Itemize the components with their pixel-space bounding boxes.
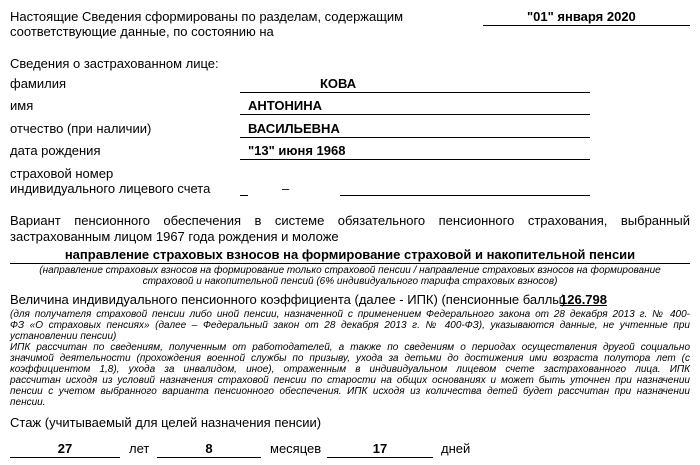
patronymic-underline	[240, 137, 590, 138]
snils-label-line1: страховой номер	[10, 166, 114, 181]
years-underline	[10, 457, 120, 458]
report-date-underline	[483, 25, 690, 26]
ipk-value: 126.798	[560, 292, 607, 307]
ipk-note2-line2: значимой деятельности (прохождения военной службы по призыву, ухода за детьми до достижения ими возраста полутора лет (с	[10, 353, 690, 364]
option-note-line2: страховой и накопительной пенсий (6% индивидуального тарифа страховых взносов)	[142, 276, 558, 287]
ipk-note1-line1: (для получателя страховой пенсии либо иной пенсии, назначенной с применением Федерального закона от 28 декабря 2013 г. № 400-	[10, 309, 690, 320]
selected-pension-option: направление страховых взносов на формирование страховой и накопительной пенсии	[64, 247, 636, 262]
experience-title: Стаж (учитываемый для целей назначения пенсии)	[10, 415, 322, 430]
surname-label: фамилия	[10, 76, 67, 91]
snils-separator: –	[282, 181, 290, 196]
ipk-note2-line3: коэффициентом 1,8), ухода за инвалидом, иное), отраженным в индивидуальном лицевом счете застрахованного лица. ИПК	[10, 364, 690, 375]
ipk-note-recipients	[10, 309, 690, 342]
ipk-note1-line2: ФЗ «О страховых пенсиях» (далее – Федеральный закон от 28 декабря 2013 г. № 400-ФЗ), указываются данные, не учтенные при	[10, 320, 690, 331]
ipk-note2-line6: пенсии.	[10, 397, 46, 408]
ipk-note2-line4: рассчитан исходя из условий назначения страховой пенсии по старости на общих основаниях и может быть уточнен при назначении	[10, 375, 690, 386]
option-note-line1: (направление страховых взносов на формирование только страховой пенсии / направление страховых взносов на формирование	[39, 265, 661, 276]
header-text-line2: соответствующие данные, по состоянию на	[10, 24, 274, 39]
experience-years-label: лет	[129, 441, 150, 456]
ipk-note2-line1: ИПК рассчитан по сведениям, полученным от работодателей, а также по сведениям о периодах осуществления другой социально	[10, 342, 690, 353]
birthdate-value: "13" июня 1968	[248, 143, 346, 158]
experience-days-label: дней	[441, 441, 471, 456]
snils-label-line2: индивидуального лицевого счета	[10, 181, 211, 196]
selected-option-underline	[10, 263, 690, 264]
patronymic-label: отчество (при наличии)	[10, 121, 152, 136]
experience-months-label: месяцев	[270, 441, 322, 456]
experience-months-value: 8	[205, 441, 213, 456]
birthdate-label: дата рождения	[10, 143, 101, 158]
name-value: АНТОНИНА	[248, 98, 323, 113]
snils-underline-left	[240, 195, 248, 196]
ipk-note2-line5: пенсии с учетом выбранного варианта пенсионного обеспечения. ИПК исходя из количества детей будет рассчитан при назначении	[10, 386, 690, 397]
name-label: имя	[10, 98, 34, 113]
experience-years-value: 27	[57, 441, 73, 456]
pension-variant-line2: застрахованным лицом 1967 года рождения и моложе	[10, 229, 339, 244]
patronymic-value: ВАСИЛЬЕВНА	[248, 121, 340, 136]
name-underline	[240, 114, 590, 115]
report-date: "01" января 2020	[527, 9, 636, 24]
days-underline	[327, 457, 433, 458]
pension-variant-line1: Вариант пенсионного обеспечения в системе обязательного пенсионного страхования, выбранный	[10, 213, 690, 228]
surname-value: КОВА	[320, 76, 357, 91]
ipk-note-calculation	[10, 342, 690, 408]
ipk-note1-line3: установлении пенсии)	[10, 331, 117, 342]
experience-days-value: 17	[372, 441, 388, 456]
months-underline	[157, 457, 261, 458]
birthdate-underline	[240, 159, 590, 160]
insured-section-title: Сведения о застрахованном лице:	[10, 56, 219, 71]
ipk-label: Величина индивидуального пенсионного коэффициента (далее - ИПК) (пенсионные баллы)	[10, 292, 566, 307]
snils-underline-right	[340, 195, 590, 196]
header-text-line1: Настоящие Сведения сформированы по разделам, содержащим	[10, 9, 404, 24]
surname-underline	[240, 92, 590, 93]
